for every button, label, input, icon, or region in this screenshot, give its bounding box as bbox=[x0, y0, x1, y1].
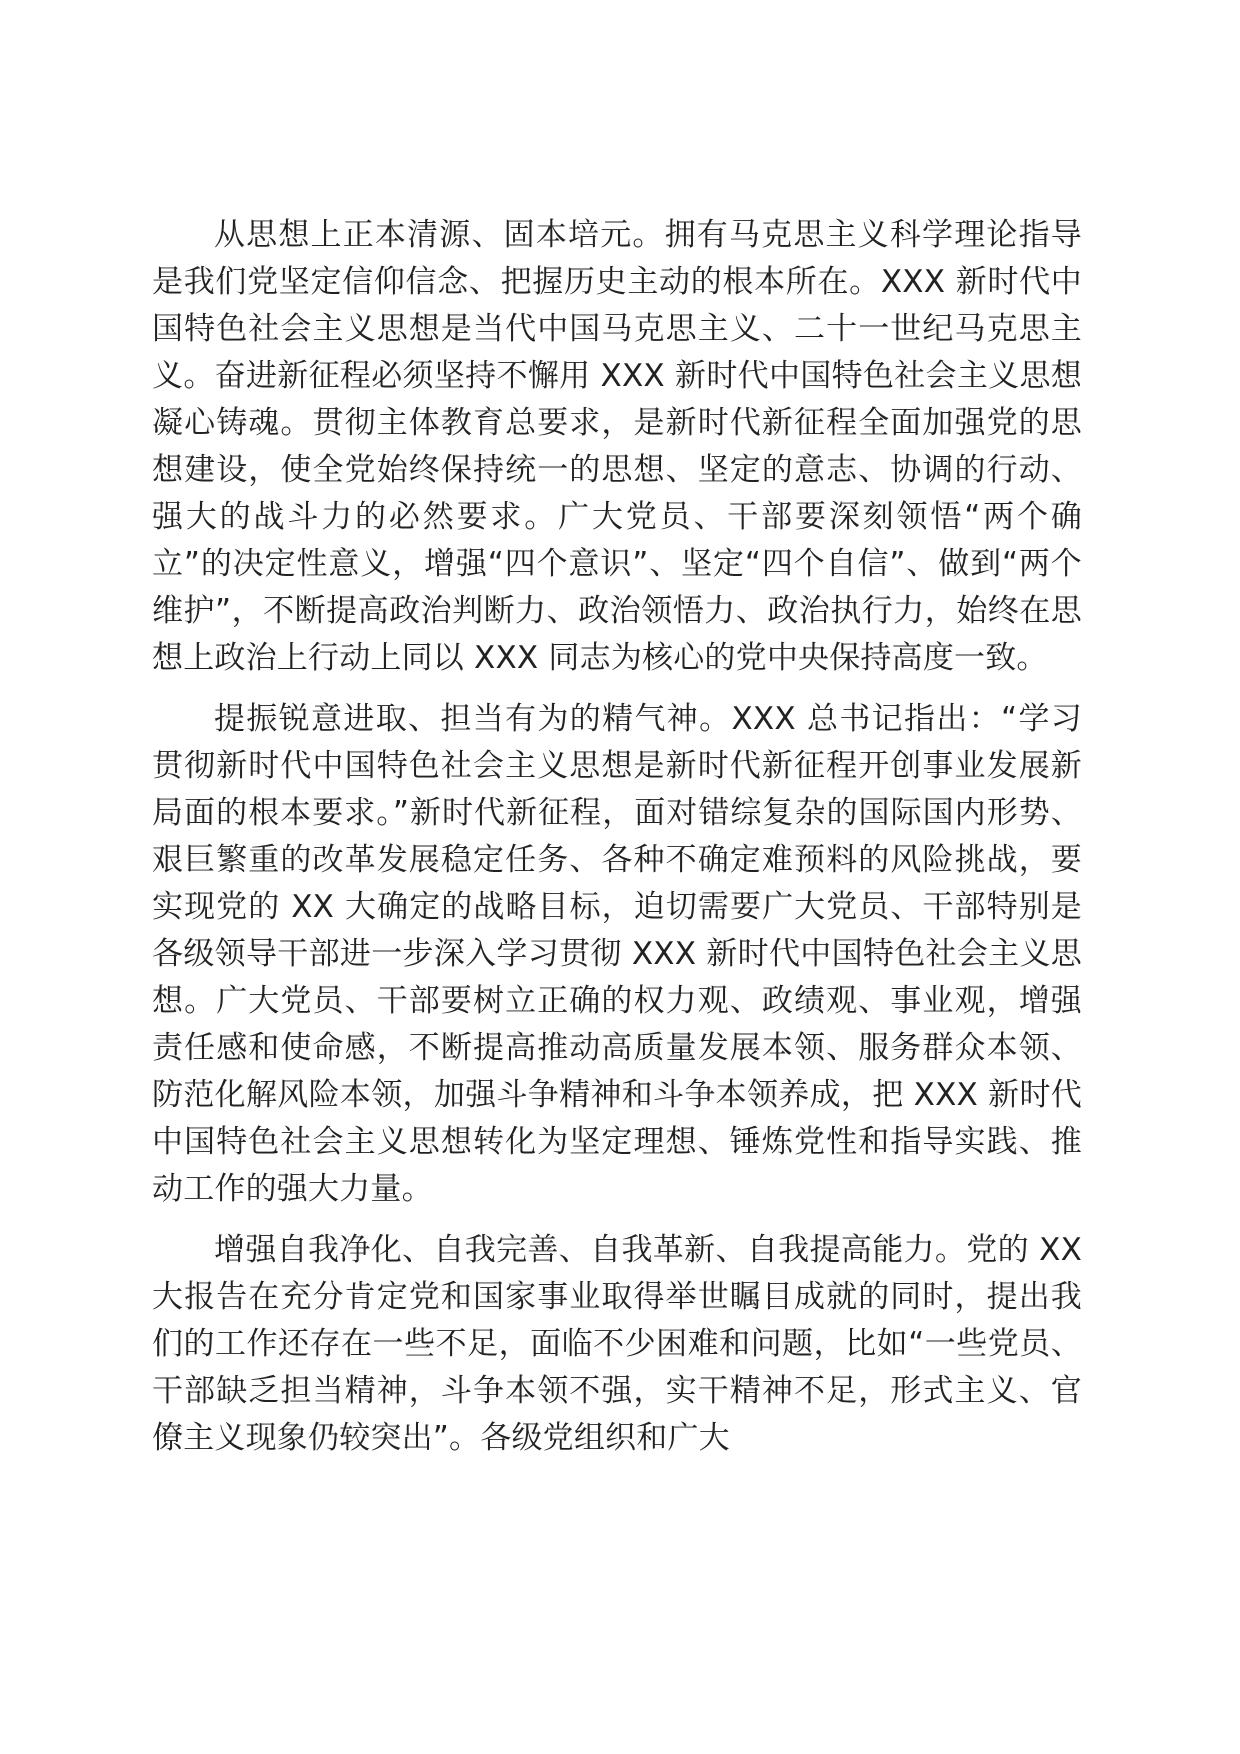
document-body bbox=[152, 212, 1082, 1476]
paragraph-ideological-foundation: 从思想上正本清源、固本培元。拥有马克思主义科学理论指导是我们党坚定信仰信念、把握历史主动的根本所在。XXX 新时代中国特色社会主义思想是当代中国马克思主义、二十一世纪马克思主义。奋进新征程必须坚持不懈用 XXX 新时代中国特色社会主义思想凝心铸魂。贯彻主体教育总要求，是新时代新征程全面加强党的思想建设，使全党始终保持统一的思想、坚定的意志、协调的行动、强大的战斗力的必然要求。广大党员、干部要深刻领悟“两个确立”的决定性意义，增强“四个意识”、坚定“四个自信”、做到“两个维护”，不断提高政治判断力、政治领悟力、政治执行力，始终在思想上政治上行动上同以 XXX 同志为核心的党中央保持高度一致。 bbox=[152, 217, 1082, 676]
paragraph-enterprising-spirit: 提振锐意进取、担当有为的精气神。XXX 总书记指出：“学习贯彻新时代中国特色社会主义思想是新时代新征程开创事业发展新局面的根本要求。”新时代新征程，面对错综复杂的国际国内形势、艰巨繁重的改革发展稳定任务、各种不确定难预料的风险挑战，要实现党的 XX 大确定的战略目标，迫切需要广大党员、干部特别是各级领导干部进一步深入学习贯彻 XXX 新时代中国特色社会主义思想。广大党员、干部要树立正确的权力观、政绩观、事业观，增强责任感和使命感，不断提高推动高质量发展本领、服务群众本领、防范化解风险本领，加强斗争精神和斗争本领养成，把 XXX 新时代中国特色社会主义思想转化为坚定理想、锤炼党性和指导实践、推动工作的强大力量。 bbox=[152, 701, 1082, 1207]
paragraph-self-improvement: 增强自我净化、自我完善、自我革新、自我提高能力。党的 XX 大报告在充分肯定党和国家事业取得举世瞩目成就的同时，提出我们的工作还存在一些不足，面临不少困难和问题，比如“一些党员、干部缺乏担当精神，斗争本领不强，实干精神不足，形式主义、官僚主义现象仍较突出”。各级党组织和广大 bbox=[152, 1232, 1082, 1456]
